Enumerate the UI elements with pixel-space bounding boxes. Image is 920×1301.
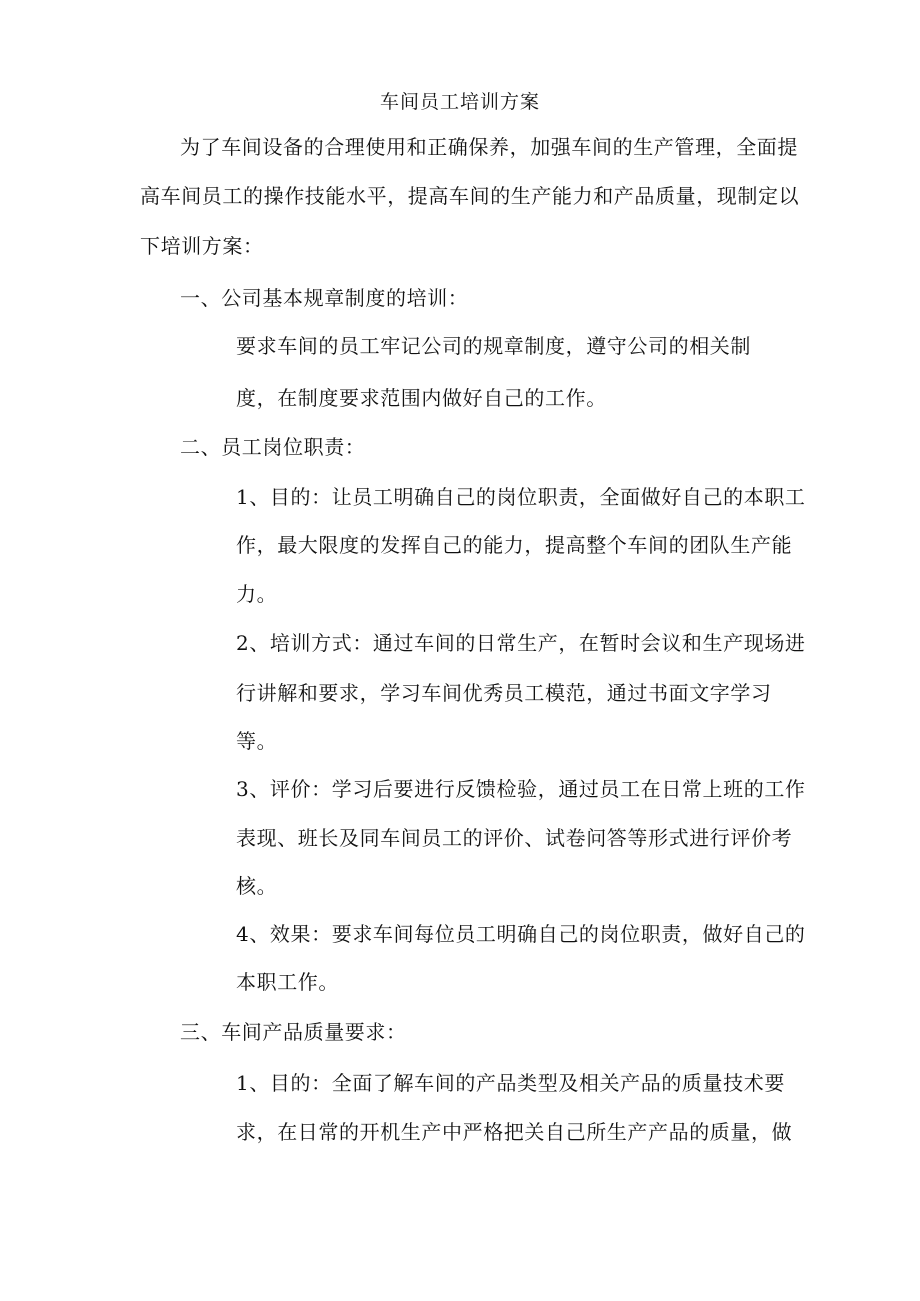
section-2-item-1-line-1: 1、目的：让员工明确自己的岗位职责，全面做好自己的本职工 [236,485,806,509]
section-3-heading: 三、车间产品质量要求： [180,1020,407,1044]
section-2-item-4-line-2: 本职工作。 [236,970,339,994]
section-2-item-2-line-1: 2、培训方式：通过车间的日常生产，在暂时会议和生产现场进 [236,631,806,655]
section-2-item-4-line-1: 4、效果：要求车间每位员工明确自己的岗位职责，做好自己的 [236,922,806,946]
section-1-heading: 一、公司基本规章制度的培训： [180,286,469,310]
section-2-item-2-line-3: 等。 [236,729,278,753]
section-2-item-3-line-1: 3、评价：学习后要进行反馈检验，通过员工在日常上班的工作 [236,777,806,801]
intro-line-2: 高车间员工的操作技能水平，提高车间的生产能力和产品质量，现制定以 [140,184,800,208]
document-title: 车间员工培训方案 [379,91,540,113]
section-1-line-2: 度，在制度要求范围内做好自己的工作。 [236,386,607,410]
section-3-item-1-line-2: 求，在日常的开机生产中严格把关自己所生产产品的质量，做 [236,1120,793,1144]
intro-line-3: 下培训方案： [140,234,264,258]
section-2-item-1-line-3: 力。 [236,582,278,606]
section-2-item-3-line-2: 表现、班长及同车间员工的评价、试卷问答等形式进行评价考 [236,826,793,850]
section-2-item-3-line-3: 核。 [236,874,278,898]
section-2-heading: 二、员工岗位职责： [180,435,366,459]
section-2-item-1-line-2: 作，最大限度的发挥自己的能力，提高整个车间的团队生产能 [236,533,793,557]
section-1-line-1: 要求车间的员工牢记公司的规章制度，遵守公司的相关制 [236,334,751,358]
intro-line-1: 为了车间设备的合理使用和正确保养，加强车间的生产管理，全面提 [180,135,798,159]
section-2-item-2-line-2: 行讲解和要求，学习车间优秀员工模范，通过书面文字学习 [236,681,772,705]
section-3-item-1-line-1: 1、目的：全面了解车间的产品类型及相关产品的质量技术要 [236,1071,785,1095]
